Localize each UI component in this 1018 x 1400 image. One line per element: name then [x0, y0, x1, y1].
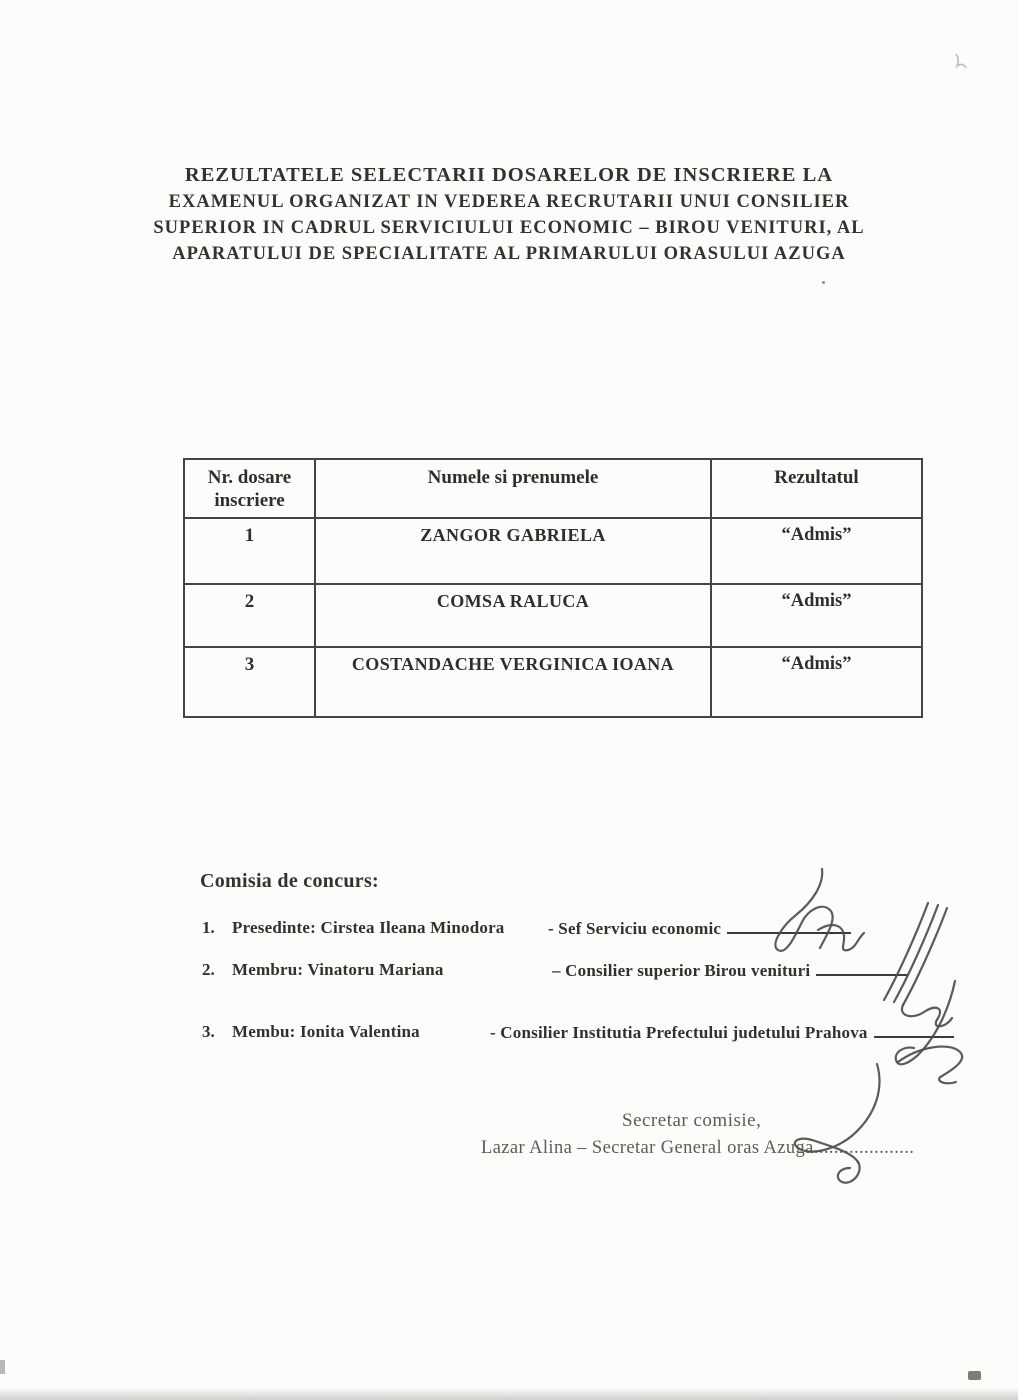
- title-line-2: EXAMENUL ORGANIZAT IN VEDEREA RECRUTARII UNUI CONSILIER: [168, 192, 850, 212]
- cell-result: “Admis”: [711, 518, 922, 584]
- member-name: Presedinte: Cirstea Ileana Minodora: [232, 918, 505, 937]
- signature-underline: [874, 1022, 954, 1038]
- cell-name: COMSA RALUCA: [315, 584, 711, 647]
- table-row: [184, 518, 922, 584]
- member-index: 3.: [202, 1022, 215, 1041]
- secretary-title: Secretar comisie,: [622, 1110, 762, 1131]
- table-row: [184, 584, 922, 647]
- signature-underline: [816, 960, 908, 976]
- title-line-3: SUPERIOR IN CADRUL SERVICIULUI ECONOMIC – BIROU VENITURI, AL: [153, 218, 865, 238]
- member-name: Membru: Vinatoru Mariana: [232, 960, 444, 979]
- table-header-row: [184, 459, 922, 518]
- scan-mark-icon: [968, 1371, 981, 1380]
- member-index: 2.: [202, 960, 215, 979]
- member-name: Membu: Ionita Valentina: [232, 1022, 420, 1041]
- commission-member-2: [0, 960, 1018, 984]
- member-role-label: – Consilier superior Birou venituri: [552, 961, 811, 980]
- cell-nr: 2: [184, 584, 315, 647]
- table-row: [184, 647, 922, 717]
- cell-result: “Admis”: [711, 647, 922, 717]
- signature-underline: [727, 918, 851, 934]
- member-index: 1.: [202, 918, 215, 937]
- title-line-4: APARATULUI DE SPECIALITATE AL PRIMARULUI ORASULUI AZUGA: [172, 244, 846, 264]
- cell-name: ZANGOR GABRIELA: [315, 518, 711, 584]
- scan-smudge-icon: [950, 50, 974, 76]
- member-role-label: - Sef Serviciu economic: [548, 919, 722, 938]
- results-table: [183, 458, 923, 718]
- document-title: [0, 162, 1018, 267]
- cell-nr: 1: [184, 518, 315, 584]
- col-header-nume: Numele si prenumele: [315, 459, 711, 518]
- member-role: [490, 1022, 954, 1043]
- commission-member-1: [0, 918, 1018, 942]
- commission-member-3: [0, 1022, 1018, 1046]
- member-role-label: - Consilier Institutia Prefectului judetului Prahova: [490, 1023, 868, 1042]
- commission-heading: Comisia de concurs:: [200, 870, 380, 892]
- scan-edge-mark-icon: [0, 1360, 5, 1374]
- member-role: [548, 918, 851, 939]
- title-line-1: REZULTATELE SELECTARII DOSARELOR DE INSCRIERE LA: [184, 164, 834, 186]
- cell-nr: 3: [184, 647, 315, 717]
- cell-result: “Admis”: [711, 584, 922, 647]
- secretary-name-line: Lazar Alina – Secretar General oras Azuga....................: [481, 1138, 915, 1158]
- member-role: [552, 960, 908, 981]
- scanner-edge-shadow: [0, 1388, 1018, 1400]
- scan-speck-icon: [822, 281, 825, 284]
- cell-name: COSTANDACHE VERGINICA IOANA: [315, 647, 711, 717]
- signature-secretary: [795, 1064, 880, 1183]
- col-header-nr-dosare: Nr. dosare inscriere: [184, 459, 315, 518]
- col-header-rezultat: Rezultatul: [711, 459, 922, 518]
